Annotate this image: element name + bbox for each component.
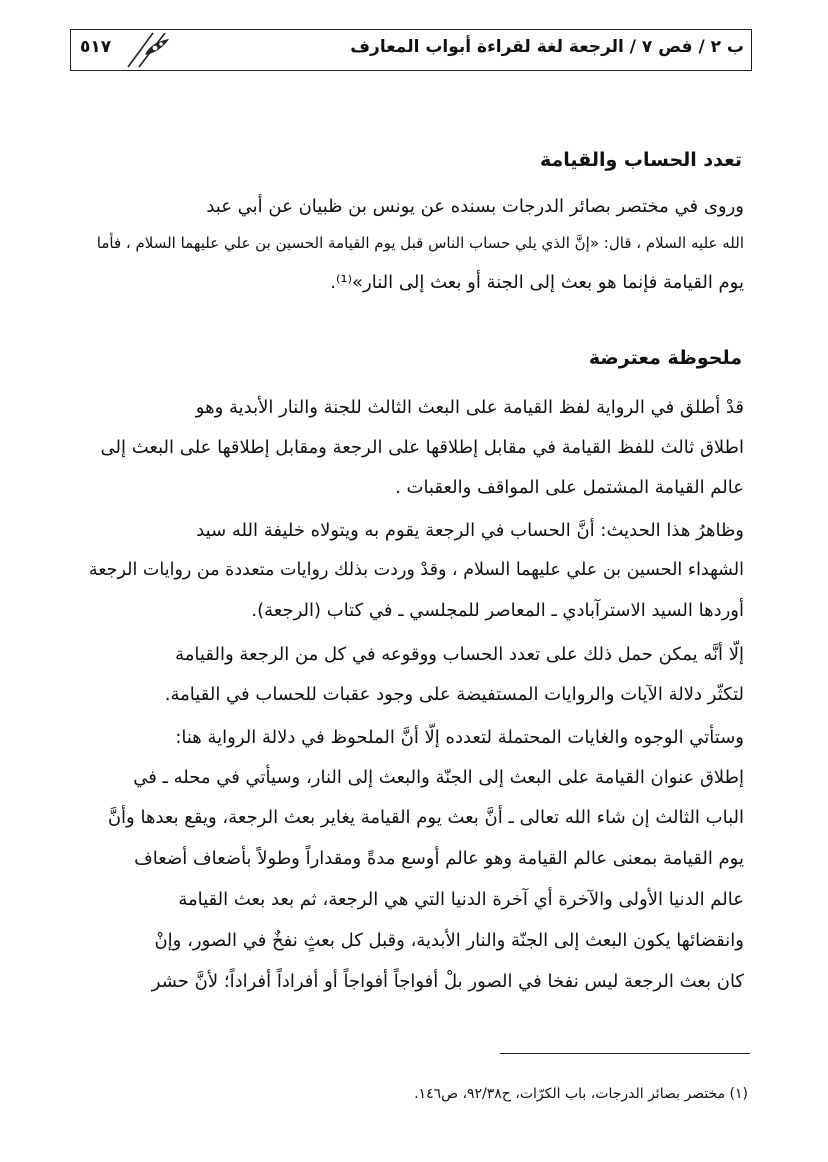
text-line: وظاهرُ هذا الحديث: أنَّ الحساب في الرجعة يقوم به ويتولاه خليفة الله سيد — [196, 520, 744, 541]
text-line: عالم الدنيا الأولى والآخرة أي آخرة الدنيا التي هي الرجعة، ثم بعد بعث القيامة — [178, 889, 744, 910]
text-line: اطلاق ثالث للفظ القيامة في مقابل إطلاقها على الرجعة ومقابل إطلاقها على البعث إلى — [100, 437, 744, 458]
header-ornament-icon — [125, 31, 180, 69]
footnote-rule — [500, 1053, 750, 1054]
text-line: وستأتي الوجوه والغايات المحتملة لتعدده إلّا أنَّ الملحوظ في دلالة الرواية هنا: — [175, 727, 744, 748]
text-line: إلّا أنَّه يمكن حمل ذلك على تعدد الحساب ووقوعه في كل من الرجعة والقيامة — [175, 644, 744, 665]
running-header-title: ب ٢ / فص ٧ / الرجعة لغة لقراءة أبواب المعارف — [350, 37, 744, 57]
footnote: (١) مختصر بصائر الدرجات، باب الكرّات، ح٩٢/٣٨، ص١٤٦. — [414, 1086, 748, 1102]
text-line: الشهداء الحسين بن علي عليهما السلام ، وقدْ وردت بذلك روايات متعددة من روايات الرجعة — [88, 560, 744, 580]
text-line: وانقضائها يكون البعث إلى الجنّة والنار الأبدية، وقبل كل بعثٍ نفخٌ في الصور، وإنْ — [154, 930, 744, 951]
section-heading: تعدد الحساب والقيامة — [539, 149, 742, 171]
page-number: ٥١٧ — [80, 37, 112, 57]
text-line: كان بعث الرجعة ليس نفخا في الصور بلْ أفواجاً أفواجاً أو أفراداً أفراداً؛ لأنَّ حشر — [151, 971, 744, 992]
text-line: أوردها السيد الاسترآبادي ـ المعاصر للمجلسي ـ في كتاب (الرجعة). — [251, 600, 744, 621]
text-line: يوم القيامة فإنما هو بعث إلى الجنة أو بعث إلى النار»⁽¹⁾. — [330, 272, 744, 293]
text-line: الله عليه السلام ، قال: «إنَّ الذي يلي حساب الناس قبل يوم القيامة الحسين بن علي عليهما السلام ، فأما — [96, 234, 744, 252]
text-line: الباب الثالث إن شاء الله تعالى ـ أنَّ بعث يوم القيامة يغاير بعث الرجعة، ويقع بعدها وأنَّ — [107, 807, 744, 828]
text-line: عالم القيامة المشتمل على المواقف والعقبات . — [395, 477, 744, 498]
text-line: يوم القيامة بمعنى عالم القيامة وهو عالم أوسع مدةً ومقداراً وطولاً بأضعاف أضعاف — [134, 848, 744, 869]
text-line: إطلاق عنوان القيامة على البعث إلى الجنّة والبعث إلى النار، وسيأتي في محله ـ في — [133, 767, 744, 788]
section-heading: ملحوظة معترضة — [588, 347, 742, 369]
text-line: قدْ أطلق في الرواية لفظ القيامة على البعث الثالث للجنة والنار الأبدية وهو — [195, 397, 744, 418]
text-line: لتكثّر دلالة الآيات والروايات المستفيضة على وجود عقبات للحساب في القيامة. — [164, 684, 744, 705]
text-line: وروى في مختصر بصائر الدرجات بسنده عن يونس بن ظبيان عن أبي عبد — [206, 196, 744, 217]
